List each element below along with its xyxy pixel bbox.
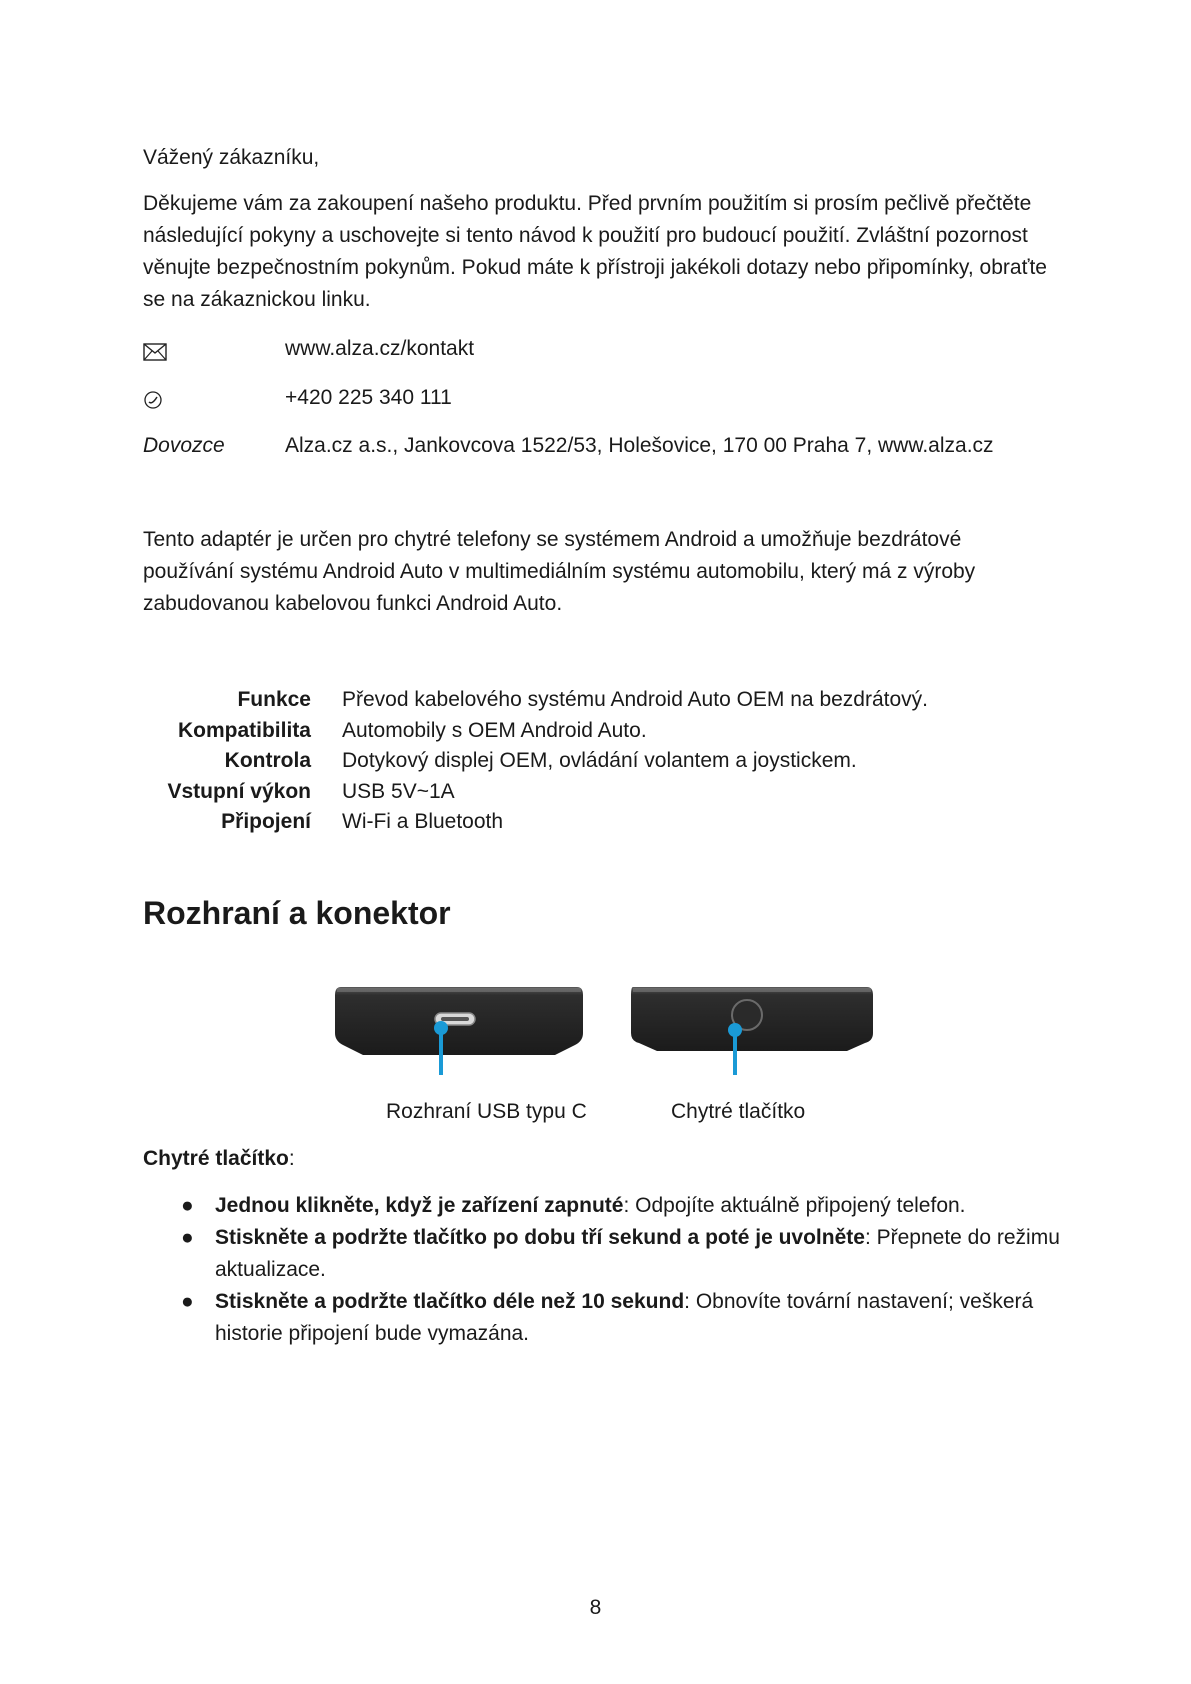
spec-value: Automobily s OEM Android Auto. bbox=[342, 718, 647, 742]
smart-button-list bbox=[181, 1190, 1061, 1350]
smart-button-heading bbox=[143, 1143, 295, 1175]
contact-web-link[interactable]: www.alza.cz/kontakt bbox=[285, 337, 475, 360]
bullet-icon: ● bbox=[181, 1194, 194, 1217]
spec-row bbox=[143, 715, 1063, 746]
caption-usb: Rozhraní USB typu C bbox=[386, 1100, 587, 1123]
phone-icon bbox=[143, 388, 167, 408]
importer-row bbox=[143, 430, 1063, 462]
spec-value: Wi-Fi a Bluetooth bbox=[342, 810, 504, 833]
spec-table bbox=[143, 684, 1063, 837]
page-number: 8 bbox=[589, 1596, 602, 1619]
spec-key: Připojení bbox=[221, 810, 311, 833]
importer-address: Alza.cz a.s., Jankovcova 1522/53, Holešovice, 170 00 Praha 7, www.alza.cz bbox=[285, 434, 994, 457]
bullet-icon: ● bbox=[181, 1290, 194, 1313]
contact-phone: +420 225 340 111 bbox=[285, 386, 452, 409]
list-item-bold: Jednou klikněte, když je zařízení zapnuté bbox=[215, 1194, 624, 1217]
spec-value: USB 5V~1A bbox=[342, 779, 455, 803]
list-item-text: : Přepnete do režimu aktualizace. bbox=[215, 1226, 1060, 1281]
list-item-text: : Obnovíte tovární nastavení; veškerá historie připojení bude vymazána. bbox=[215, 1290, 1034, 1345]
spec-key: Kontrola bbox=[224, 749, 311, 772]
spec-row bbox=[143, 684, 1063, 715]
spec-key: Kompatibilita bbox=[177, 718, 311, 742]
device-button-side bbox=[631, 987, 873, 1075]
spec-value: Převod kabelového systému Android Auto OEM na bezdrátový. bbox=[342, 688, 929, 711]
list-item bbox=[181, 1286, 1061, 1350]
caption-button: Chytré tlačítko bbox=[671, 1100, 806, 1123]
smart-button-title-suffix: : bbox=[288, 1147, 295, 1170]
list-item bbox=[181, 1190, 1061, 1222]
device-usb-side bbox=[335, 987, 583, 1075]
smart-button-title: Chytré tlačítko bbox=[143, 1147, 289, 1170]
list-item-text: : Odpojíte aktuálně připojený telefon. bbox=[623, 1194, 966, 1217]
list-item-bold: Stiskněte a podržte tlačítko déle než 10 sekund bbox=[215, 1290, 685, 1313]
device-figure bbox=[143, 985, 1063, 1125]
spec-key: Funkce bbox=[237, 688, 311, 711]
product-description: Tento adaptér je určen pro chytré telefony se systémem Android a umožňuje bezdrátové používání systému Android Auto v multimediálním systému automobilu, který má z výroby zabudovanou kabelovou funkci Android Auto. bbox=[143, 528, 976, 615]
section-heading: Rozhraní a konektor bbox=[143, 895, 451, 931]
spec-value: Dotykový displej OEM, ovládání volantem a joystickem. bbox=[342, 749, 857, 772]
contact-phone-row bbox=[143, 382, 1063, 414]
list-item-bold: Stiskněte a podržte tlačítko po dobu tří sekund a poté je uvolněte bbox=[215, 1226, 865, 1249]
bullet-icon: ● bbox=[181, 1226, 194, 1249]
spec-row bbox=[143, 745, 1063, 776]
list-item bbox=[181, 1222, 1061, 1286]
device-illustration bbox=[143, 985, 1063, 1095]
importer-label: Dovozce bbox=[143, 434, 225, 457]
spec-row bbox=[143, 806, 1063, 837]
spec-row bbox=[143, 776, 1063, 807]
spec-key: Vstupní výkon bbox=[167, 779, 311, 803]
greeting: Vážený zákazníku, bbox=[143, 146, 320, 169]
envelope-icon bbox=[143, 339, 167, 359]
intro-paragraph: Děkujeme vám za zakoupení našeho produktu. Před prvním použitím si prosím pečlivě přečtěte následující pokyny a uschovejte si tento návod k použití pro budoucí použití. Zvláštní pozornost věnujte bezpečnostním pokynům. Pokud máte k přístroji jakékoli dotazy nebo připomínky, obraťte se na zákaznickou linku. bbox=[143, 192, 1047, 311]
contact-web-row bbox=[143, 333, 1063, 365]
